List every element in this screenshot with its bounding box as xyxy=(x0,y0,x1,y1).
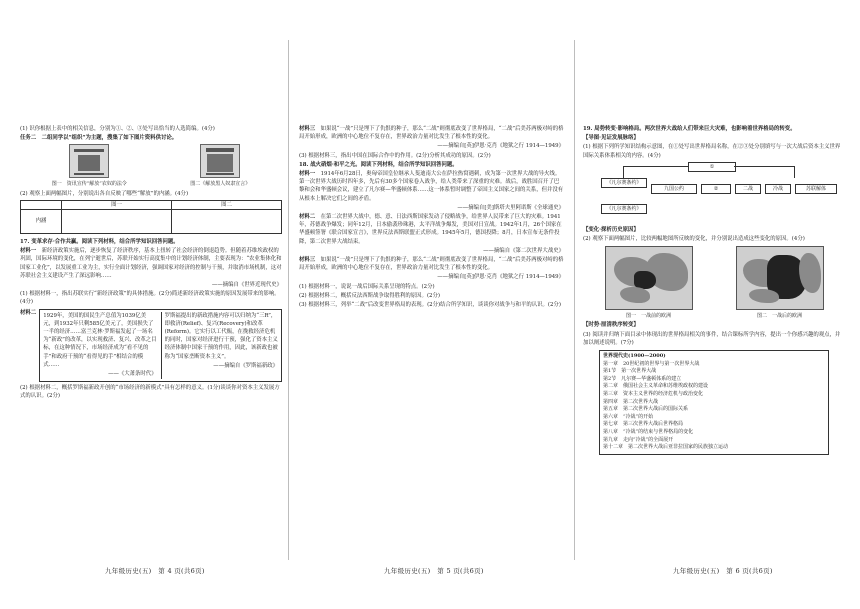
map-2-image xyxy=(736,246,824,310)
toc-item: 第三章 资本主义世界的经济危机与政治变化 xyxy=(603,391,704,397)
diagram-node-nine-power: 九国公约 xyxy=(651,184,697,194)
material-3-source: ——摘编自[英]伊恩·克肖《地狱之行 1914—1949》 xyxy=(437,143,564,150)
page-4 xyxy=(0,0,287,609)
material-2-right-text: 罗斯福提出的新政措施内容可以归纳为“三R”，即救济(Relief)、复兴(Recovery)和改革(Reform)。它实行以工代赈，在挽救经济危机的同时，国家对经济进行干预，强化了资本主义经济体制中国家干预的作用，因此，该新政也被称为“国家垄断资本主义”。 xyxy=(164,312,278,360)
diagram-node-versailles: 《凡尔赛条约》 xyxy=(601,178,647,188)
diagram-node-1[interactable]: ① xyxy=(688,162,736,172)
question-18-2: (2) 根据材料二，概括反法西斯战争取得胜利的原因。(2分) xyxy=(299,292,440,299)
diagram-node-soviet-collapse: 苏联解体 xyxy=(795,184,837,194)
toc-item: 第二章 俄国社会主义革命和苏维埃政权的建设 xyxy=(603,383,709,390)
q18-material-3-label: 材料三 xyxy=(299,257,316,264)
question-18-3: (3) 根据材料三，列举“二战”后改变世界格局的表现。(2分)结合所学知识，谈谈你对战争与和平的认识。(2分) xyxy=(299,302,561,309)
q18-material-2 xyxy=(299,213,564,246)
toc-item: 第十二章 第二次世界大战后亚非拉国家的民族独立运动 xyxy=(603,444,729,451)
material-1-label: 材料一 xyxy=(20,248,37,255)
table-of-contents-box xyxy=(599,350,829,455)
question-19-2: (2) 观察下面两幅图片，比较两幅地图所反映的变化，并分别说出造成这些变化的原因。(4分) xyxy=(583,236,805,243)
material-2-label: 材料二 xyxy=(20,309,37,316)
diagram-node-2[interactable]: ② xyxy=(701,184,731,194)
toc-item: 第一章 20世纪初的世界与第一次世界大战 xyxy=(603,360,700,367)
question-17-2: (2) 根据材料二，概括罗斯福新政开创的“市场经济的新模式”具有怎样的意义。(1分)谈谈你对资本主义发展方式的认识。(2分) xyxy=(20,385,280,400)
figure-1-caption: 图一 资讯宣传“解放”农奴的法令 xyxy=(51,181,127,188)
diagram-node-ww2: 二战 xyxy=(735,184,761,194)
page-6-footer: 九年级历史(五) 第 6 页(共6页) xyxy=(673,567,773,575)
material-3-text: 如果说“一战”只是埋下了仇恨的种子，那么“二战”则彻底改变了世界格局，“二战”后美苏两极对峙的格局开始形成，欧洲的中心地位不复存在，世界政治力量对比发生了根本性的变化。 xyxy=(299,126,564,141)
map-2 xyxy=(736,246,824,320)
diagram-node-versailles-2: 《凡尔赛条约》 xyxy=(601,204,647,214)
figure-2 xyxy=(190,144,250,188)
table-header-figure-2: 图二 xyxy=(172,200,282,209)
table-header-figure-1: 图一 xyxy=(62,200,172,209)
material-2-left-text: 1929年，美国的国民生产总值为1039亿美元，到1932年只剩585亿美元了，美国损失了一半的经济……富兰克林·罗斯福发起了一场名为“新政”的改革，以实现救济、复兴、改革之目标，在这种情况下，市场经济成为“看不见的手”和政府干预的“看得见的手”相结合的模式…… xyxy=(43,312,157,368)
figure-1-image xyxy=(69,144,109,178)
diagram-node-cold-war: 冷战 xyxy=(765,184,791,194)
toc-item: 第八章 “冷战”的结束与世界格局的变化 xyxy=(603,428,694,435)
question-19-1: (1) 根据下列所学知识结构示意图，在①处写出世界格局名称，在②③处分别填写与一次大战后资本主义世界国际关系体系相关的内容。(4分) xyxy=(583,144,841,159)
material-2-right-source: ——摘编自《罗斯福新政》 xyxy=(213,362,278,369)
q18-material-3 xyxy=(299,256,564,272)
toc-item: 第九章 走向“冷战”的全面展开 xyxy=(603,436,674,443)
material-1 xyxy=(20,247,282,280)
q18-material-2-text: 在第二次世界大战中，德、意、日法西斯国家发动了侵略战争，给世界人民带来了巨大的灾难。1941年，苏德战争爆发；同年12月，日本偷袭珍珠港，太平洋战争爆发，美国对日宣战。1942年1月，26个国家在华盛顿签署《联合国家宣言》，世界反法西斯联盟正式形成。1945年5月，德国投降；8月，日本宣布无条件投降，第二次世界大战结束。 xyxy=(299,214,562,245)
material-2-left-source: ——《大萧条时代》 xyxy=(108,371,157,378)
material-1-text: 新经济政策实施后，逐步恢复了经济秩序，基本上扭转了社会经济的倒退趋势。但随着苏维埃政权的巩固，国际环境的变化，在列宁逝世后，苏联开始实行高度集中的计划经济体制，主要表现为：“农业集体化和国家工业化”，以发展重工业为主，实行全面计划经济，强调国家对经济的控制与干预，并取消市场机制，这对苏联社会主义建设产生了深远影响…… xyxy=(20,248,282,279)
answer-table xyxy=(20,200,282,234)
section-2-title: 【变化·探析历史原因】 xyxy=(583,226,639,233)
question-19-heading: 19. 局势转变·影响格局。两次世界大战给人们带来巨大灾难，也影响着世界格局的转变。 xyxy=(583,126,796,132)
toc-item: 第七章 第三次世界大战后世界格局 xyxy=(603,421,684,428)
material-1-source: ——摘编自《世界近现代史》 xyxy=(211,282,282,289)
material-3-label: 材料三 xyxy=(299,126,316,132)
toc-item: 第六章 “冷战”的开始 xyxy=(603,413,654,420)
q18-material-2-source: ——摘编自《第二次世界大战史》 xyxy=(483,247,564,254)
page-5-footer: 九年级历史(五) 第 5 页(共6页) xyxy=(384,567,484,575)
task-2-heading: 任务二 二组同学以“组织”为主题，搜集了如下图片资料供讨论。 xyxy=(20,135,178,142)
map-2-caption: 图二 一战后的欧洲 xyxy=(756,313,802,320)
figure-1 xyxy=(52,144,127,188)
q18-material-1-source: ——摘编自[美]斯塔夫里阿诺斯《全球通史》 xyxy=(457,204,564,211)
question-18-heading: 18. 战火硝烟·和平之光。阅读下列材料，结合所学知识回答问题。 xyxy=(299,161,458,168)
q18-material-1-text: 1914年6月28日，奥匈帝国皇位继承人斐迪南大公在萨拉热窝遇刺，成为第一次世界大战的导火线。第一次世界大战历时四年多，先后有30多个国家卷入战争，给人类带来了深重的灾难。战后，战胜国召开了巴黎和会和华盛顿会议，建立了凡尔赛—华盛顿体系……这一体系暂时调整了帝国主义国家之间的关系，但并没有从根本上解决它们之间的矛盾。 xyxy=(299,171,564,202)
material-2-box xyxy=(39,309,282,383)
question-2: (2) 观察上面两幅图片，分别说出各自反映了哪些“解放”的内涵。(4分) xyxy=(20,190,189,197)
question-1-intro: (1) 识你根据上表中的相关信息，分别为①、②、③处写出恰当的人选简编。(4分) xyxy=(20,126,215,132)
q18-material-1 xyxy=(299,170,564,203)
map-1-caption: 图一 一战前的欧洲 xyxy=(625,313,671,320)
q18-material-3-text: 如果说“一战”只是埋下了仇恨的种子，那么“二战”则彻底改变了世界格局，“二战”后美苏两极对峙的格局开始形成，欧洲的中心地位不复存在，世界政治力量对比发生了根本性的变化。 xyxy=(299,257,564,272)
answer-cell-2[interactable] xyxy=(172,210,282,234)
section-1-title: 【导图·见证发展脉络】 xyxy=(583,135,639,142)
toc-title: 世界现代史(1900—2000) xyxy=(603,353,666,360)
structure-diagram xyxy=(583,162,845,224)
toc-item: 第1节 第一次世界大战 xyxy=(603,368,657,375)
map-1 xyxy=(605,246,693,320)
page-5 xyxy=(289,0,573,609)
question-19-3: (3) 阅读并归纳下面目录中体现出的世界格局相关的事件，结合课标所学内容，提出一个你感兴趣的观点，并加以阐述说明。(7分) xyxy=(583,331,841,346)
answer-cell-1[interactable] xyxy=(62,210,172,234)
page-6 xyxy=(575,0,860,609)
question-17-3: (3) 根据材料三，指出中国在国际合作中的作用。(2分)分析其成功的原因。(2分) xyxy=(299,152,491,159)
toc-item: 第五章 第二次世界大战后的国际关系 xyxy=(603,406,689,413)
q18-material-3-source: ——摘编自[英]伊恩·克肖《地狱之行 1914—1949》 xyxy=(437,274,564,281)
table-row-label: 内涵 xyxy=(21,210,62,234)
question-18-1: (1) 根据材料一，说说一战后国际关系呈现的特点。(2分) xyxy=(299,283,435,290)
question-17-heading: 17. 变革求存·合作共赢。阅读下列材料，结合所学知识回答问题。 xyxy=(20,239,179,246)
toc-item: 第2节 凡尔赛—华盛顿体系的建立 xyxy=(603,375,682,382)
q18-material-2-label: 材料二 xyxy=(299,214,316,221)
toc-list xyxy=(603,361,825,452)
toc-item: 第四章 第二次世界大战 xyxy=(603,398,659,405)
figure-2-caption: 图二《解放黑人奴隶宣言》 xyxy=(190,181,251,188)
question-17-1: (1) 根据材料一，指出苏联实行“新经济政策”的具体措施。(2分)简述新经济政策实施的原因发展带来的影响。(4分) xyxy=(20,291,280,306)
section-3-title: 【时势·厘清秩序转变】 xyxy=(583,322,639,329)
page-4-footer: 九年级历史(五) 第 4 页(共6页) xyxy=(105,567,205,575)
material-3 xyxy=(299,125,564,141)
q18-material-1-label: 材料一 xyxy=(299,171,316,178)
figure-2-image xyxy=(200,144,240,178)
map-1-image xyxy=(605,246,693,310)
